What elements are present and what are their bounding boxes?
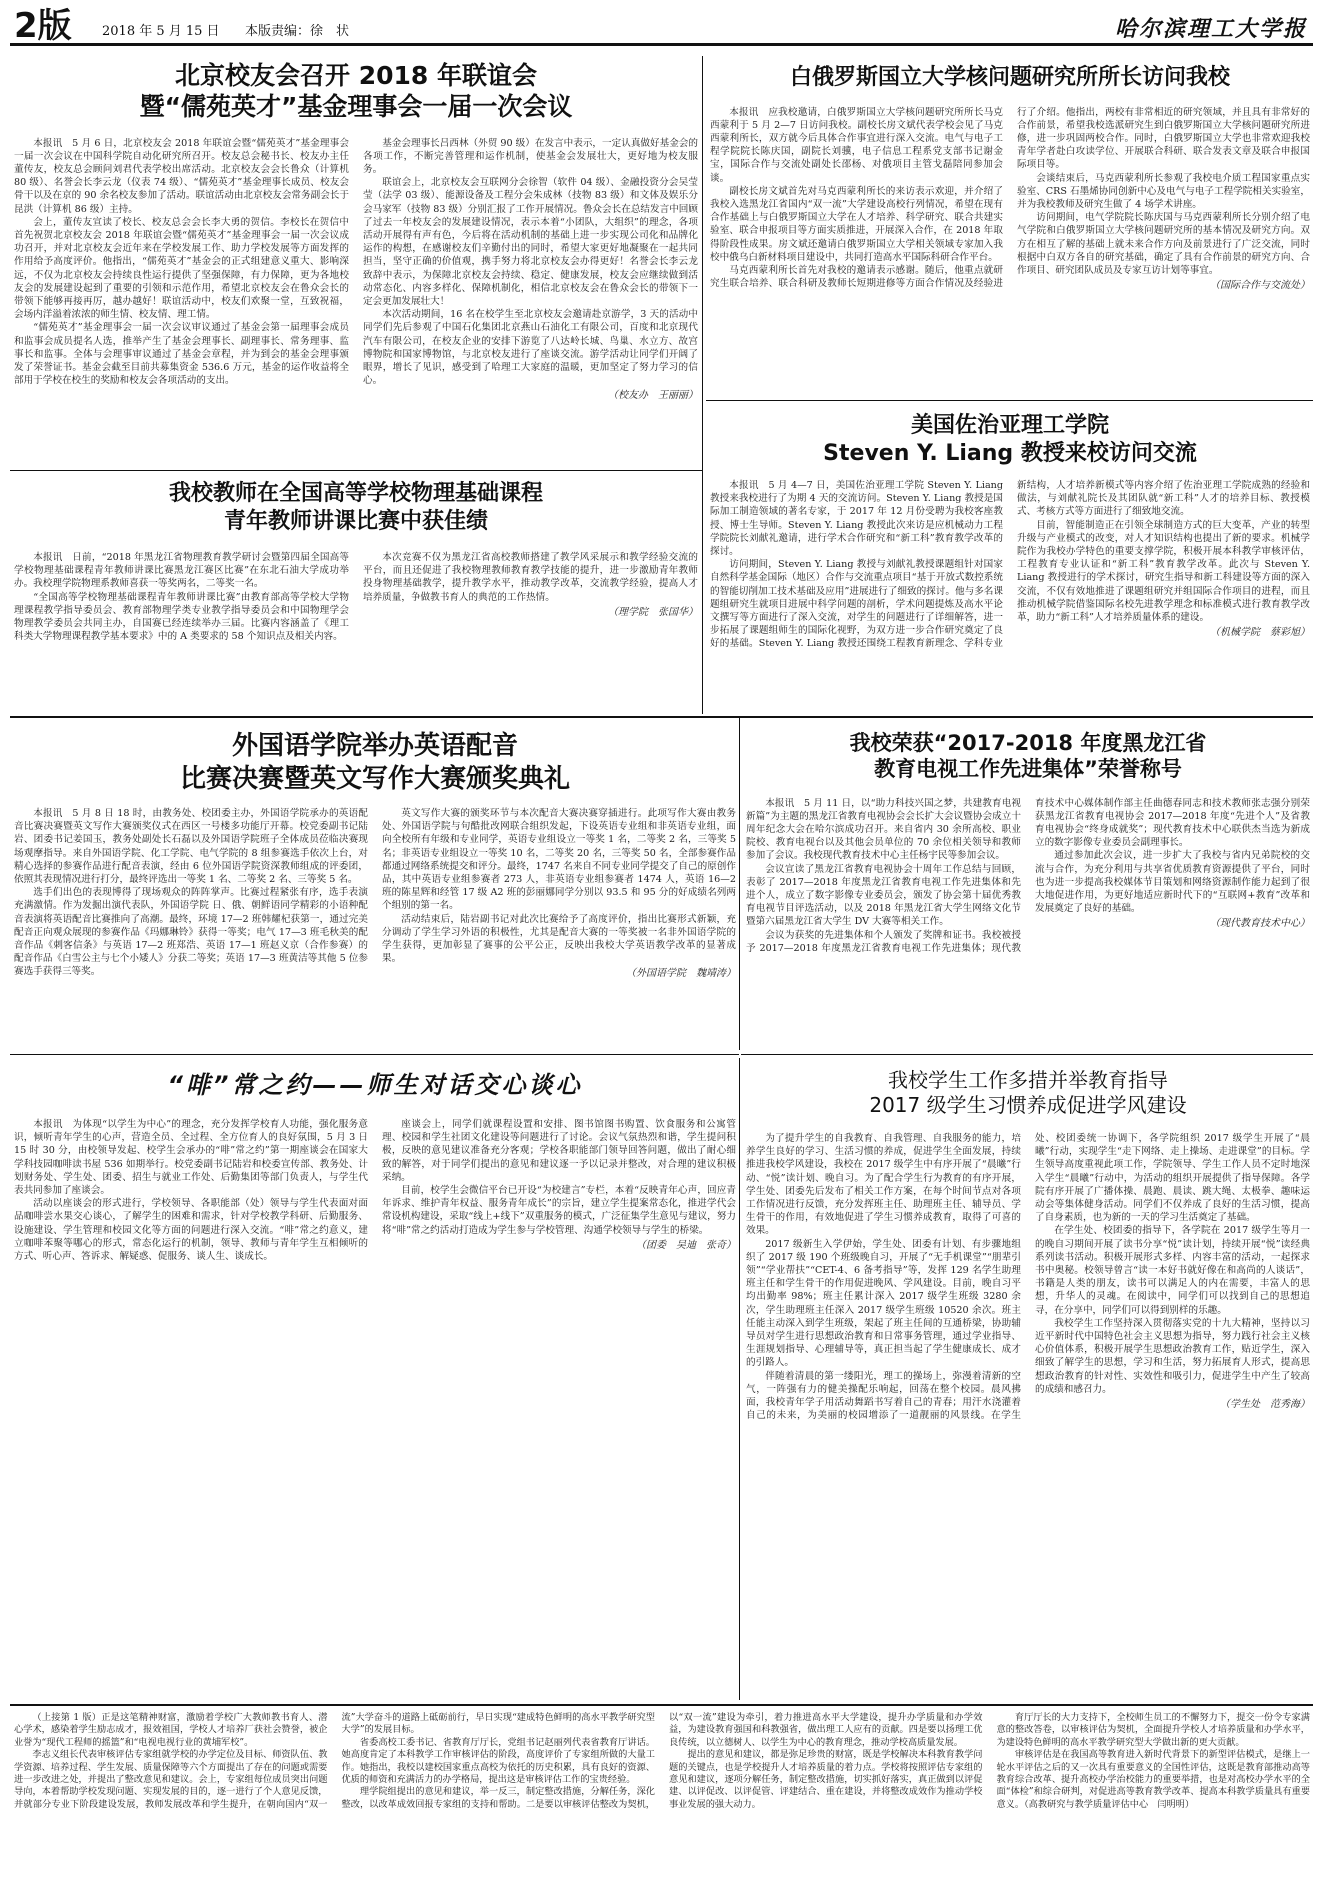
paragraph: 育厅厅长的大力支持下，全校师生员工的不懈努力下，提交一份令专家满意的整改答卷，以审核评估为契机，全面提升学校人才培养质量和办学水平，为建设特色鲜明的高水平教学研究型大学做出新的更大贡献。 bbox=[996, 1712, 1310, 1748]
paragraph: 在学生处、校团委的指导下，各学院在 2017 级学生等月一的晚自习期间开展了读书分享“悦”读计划，持续开展“悦”读经典系列读书活动。积极开展形式多样、内容丰富的活动，一起探求书中奥秘。校领导曾言“读一本好书就好像在和高尚的人谈话”，书籍是人类的朋友，读书可以满足人的内在需要，丰富人的思想，升华人的灵魂。在阅读中，同学们可以找到自己的思想追寻，在分享中，同学们可以得到别样的乐趣。 bbox=[1035, 1225, 1310, 1316]
article-body bbox=[14, 137, 698, 455]
column-divider bbox=[702, 56, 703, 714]
paragraph: 本报讯 5 月 6 日，北京校友会 2018 年联谊会暨“儒苑英才”基金理事会一届一次会议在中国科学院自动化研究所召开。校友总会秘书长、校友办主任董传友，校友总会顾问刘君代表学校出席活动。北京校友会会长鲁众（计算机 80 级）、名誉会长李云龙（仪表 74 级）、“儒苑英才”基金理事长成员、校友会骨干以及在京的 90 余名校友参加了活动。联谊活动由北京校友会常务副会长于昆洪（计算机 86 级）主持。 bbox=[14, 137, 349, 215]
article-body bbox=[746, 1132, 1310, 1692]
paragraph: 本报讯 日前，“2018 年黑龙江省物理教育教学研讨会暨第四届全国高等学校物理基础课程青年教师讲课比赛黑龙江赛区比赛”在东北石油大学成功举办。我校理学院物理系教师喜获一等奖两名，二等奖一名。 bbox=[14, 552, 349, 590]
paragraph: “全国高等学校物理基础课程青年教师讲课比赛”由教育部高等学校大学物理课程教学指导委员会、教育部物理学类专业教学指导委员会和中国物理学会物理教学委员会共同主办，自国赛已经连续举办三届。比赛内容涵盖了《理工科类大学物理课程教学基本要求》中的 A 类要求的 58 个知识点及相关内容。 bbox=[14, 591, 349, 643]
paragraph: 本报讯 为体现“以学生为中心”的理念，充分发挥学校育人功能，强化服务意识，倾听青年学生的心声，营造全员、全过程、全方位育人的良好氛围，5 月 3 日 15 时 30 分，由校领导发起、校学生会承办的“啡”常之约”第一期座谈会在国家大学科技园咖啡读书屋 536 如期举行。校党委副书记陆岩和校委宣传部、教务处、计划财务处、学生处、团委、招生与就业工作处、后勤集团等部门负责人，与学生代表共同参加了座谈会。 bbox=[14, 1119, 368, 1197]
article-headline bbox=[746, 1068, 1310, 1118]
paragraph: 本报讯 5 月 4—7 日，美国佐治亚理工学院 Steven Y. Liang 教授来我校进行了为期 4 天的交流访问。Steven Y. Liang 教授是国际加工制造领域的著名专家，于 2017 年 12 月份受聘为我校客座教授、博士生导师。Steven Y. Liang 教授此次来访是应机械动力工程学院院长刘献礼邀请，进行学术合作研究和“新工科”教育教学改革的探讨。 bbox=[710, 480, 1003, 558]
article-headline bbox=[14, 480, 698, 535]
paragraph: 副校长房文斌首先对马克西蒙利所长的来访表示欢迎，并介绍了我校入选黑龙江省国内“双一流”大学建设高校行列情况，希望在现有合作基础上与白俄罗斯国立大学在人才培养、科学研究、联合共建实验室、联合申报项目等方面实质推进，开展深入合作，在 2018 年取得阶段性成果。房文斌还邀请白俄罗斯国立大学相关领域专家加入我校中俄乌白新材料项目建设中，共同打造高水平国际科研合作平台。 bbox=[710, 185, 1003, 263]
headline-line: 我校学生工作多措并举教育指导 bbox=[888, 1068, 1168, 1092]
article-body bbox=[14, 1712, 1310, 1882]
article-byline: （国际合作与交流处） bbox=[1210, 280, 1310, 292]
paragraph: 本次活动期间，16 名在校学生至北京校友会邀请赴京游学，3 天的活动中同学们先后参观了中国石化集团北京燕山石油化工有限公司，百度和北京现代汽车有限公司，在校友企业的安排下游览了八达岭长城、鸟巢、水立方、故宫博物院和国家博物馆，与北京校友进行了座谈交流。游学活动让同学们开阔了眼界，增长了见识，感受到了哈理工大家庭的温暖，更加坚定了努力学习的信心。 bbox=[363, 309, 698, 387]
paragraph: 理学院组提出的意见和建议，举一反三，制定整改措施，分解任务，深化整改，以改革成效回报专家组的支持和帮助。二是要以审核评估整改为契机，以“双一流”建设为牵引，着力推进高水平大学建设，提升办学质量和办学效益，为建设教育强国和科教强省，做出理工人应有的贡献。四是要以扬理工优良传统，以立德树人、以学生为中心的教育理念，推动学校高质量发展。 bbox=[341, 1712, 983, 1810]
article-headline bbox=[14, 1070, 736, 1100]
paragraph: 基金会理事长吕西林（外贸 90 级）在发言中表示，一定认真做好基金会的各项工作，不断完善管理和运作机制，使基金会发展壮大，更好地为校友服务。 bbox=[363, 137, 698, 175]
column-divider bbox=[739, 1058, 740, 1700]
paragraph: 2017 级新生入学伊始，学生处、团委有计划、有步骤地组织了 2017 级 190 个班级晚自习，开展了“无手机课堂”“朋辈引领”“学业帮扶”“CET-4、6 备考指导”等，发挥 129 名学生助理班主任和学生骨干的作用促进晚风、学风建设。目前，晚自习平均出勤率 98%；班主任累计深入 2017 级学生班级 3280 余次，学生助理班主任深入 2017 级学生班级 10520 余次。班主任能主动深入到学生班级，架起了班主任间的互通桥梁，协助辅导员对学生进行思想政治教育和日常事务管理，通过学业指导、生涯规划指导、心理辅导等，真正担当起了学生健康成长、成才的引路人。 bbox=[746, 1238, 1021, 1369]
article-student-work bbox=[746, 1060, 1310, 1700]
section-divider bbox=[706, 400, 1313, 401]
paragraph: 访问期间，Steven Y. Liang 教授与刘献礼教授课题组针对国家自然科学基金国际（地区）合作与交流重点项目“基于开放式数控系统的智能切削加工技术基础及应用”进展进行了细致的探讨。他与多名课题组研究生就项目进展中科学问题的剖析，学术问题提炼及高水平论文撰写等方面进行了深入交流，对学生的问题进行了详细解答，进一步拓展了课题组师生的国际化视野，为双方进一步合作研究奠定了良好的基础。Steven Y. Liang 教授还围绕工程教育新理念、学科专业新结构，人才培养新模式等内容介绍了佐治亚理工学院成熟的经验和做法，与刘献礼院长及其团队就“新工科”人才的培养目标、教授模式、考核方式等方面进行了细致地交流。 bbox=[710, 480, 1310, 650]
paragraph: 通过参加此次会议，进一步扩大了我校与省内兄弟院校的交流与合作，为充分利用与共享省优质教育资源提供了平台，同时也为进一步提高我校媒体节目策划和网络资源制作能力起到了很大地促进作用，为更好地适应新时代下的“互联网+教育”改革和发展奠定了良好的基础。 bbox=[1035, 850, 1310, 915]
section-divider bbox=[10, 1704, 1313, 1706]
masthead bbox=[10, 6, 1313, 46]
paragraph: 省委高校工委书记、省教育厅厅长，党组书记赵丽列代表省教育厅讲话。她高度肯定了本科教学工作审核评估的阶段，高度评价了专家组所做的大量工作。她指出，我校以建校国家重点高校为依托的历史积累，具有良好的资源、优质的师资和充满活力的办学格局，提出这是审核评估工作的宝贵经验。 bbox=[341, 1736, 655, 1786]
paragraph: 英文写作大赛的颁奖环节与本次配音大赛决赛穿插进行。此项写作大赛由教务处、外国语学院与句酷批改网联合组织发起，下设英语专业组和非英语专业组，面向全校所有年级和专业同学，英语专业组设立一等奖 1 名，二等奖 2 名，三等奖 5 名；非英语专业组设立一等奖 10 名，二等奖 20 名，三等奖 50 名，全部参赛作品都通过网络系统提交和评分。最终，1747 名来自不同专业同学提交了自己的原创作品，其中英语专业组参赛者 273 人，非英语专业组参赛者 1474 人，英语 16—2 班的陈星辉和经管 17 级 A2 班的彭丽娜同学分别以 93.5 和 95 分的好成绩名列两个组别的第一名。 bbox=[382, 808, 736, 912]
paragraph: 为了提升学生的自我教育、自我管理、自我服务的能力，培养学生良好的学习、生活习惯的养成，促进学生全面发展，持续推进我校学风建设，我校在 2017 级学生中有序开展了“晨曦”行动、“悦”读计划、晚自习。为了配合学生行为教育的有序开展，学生处、团委先后发布了相关工作方案，在每个时间节点对各项工作情况进行反馈，充分发挥班主任、助理班主任、辅导员、学生骨干的作用，有效地促进了学生习惯养成教育，取得了可喜的效果。 bbox=[746, 1133, 1021, 1237]
headline-line: 外国语学院举办英语配音 bbox=[231, 731, 518, 761]
headline-line: 我校荣获“2017-2018 年度黑龙江省 bbox=[849, 731, 1207, 755]
article-continued-from-page-1 bbox=[14, 1712, 1310, 1884]
article-english bbox=[14, 722, 736, 1050]
paragraph: 会议为获奖的先进集体和个人颁发了奖牌和证书。我校被授予 2017—2018 年度黑龙江省教育电视工作先进集体；现代教育技术中心媒体制作部主任曲德春同志和技术教师张志强分别荣获黑龙江省教育电视协会 2017—2018 年度“先进个人”及省教育电视协会“终身成就奖”；现代教育技术中心联供杰当选为新成立的数字影像专业委员会副理事长。 bbox=[746, 797, 1310, 954]
headline-line: 白俄罗斯国立大学核问题研究所所长访问我校 bbox=[789, 65, 1230, 90]
paragraph: 马克西蒙利所长首先对我校的邀请表示感谢。随后，他重点就研究生联合培养、联合科研及教师长短期进修等方面合作情况及经验进行了介绍。他指出，两校有非常相近的研究领域，并且具有非常好的合作前景，希望我校选派研究生到白俄罗斯国立大学核问题研究所进修，进一步巩固两校合作。同时，白俄罗斯国立大学也非常欢迎我校青年学者赴白攻读学位、开展联合科研、联合发表文章及联合申报国际项目等。 bbox=[710, 106, 1310, 290]
article-body bbox=[14, 551, 698, 699]
article-body bbox=[710, 479, 1310, 701]
article-headline bbox=[710, 412, 1310, 467]
headline-line: 2017 级学生习惯养成促进学风建设 bbox=[869, 1093, 1187, 1117]
newspaper-name: 哈尔滨理工大学报 bbox=[1114, 16, 1307, 42]
paragraph: 我校学生工作坚持深入贯彻落实党的十九大精神，坚持以习近平新时代中国特色社会主义思想为指导，努力践行社会主义核心价值体系，积极开展学生思想政治教育工作，贴近学生，深入细致了解学生的思想，学习和生活，努力拓展育人形式，提高思想政治教育的针对性、实效性和吸引力，促进学生中产生了较高的成绩和感召力。 bbox=[1035, 1317, 1310, 1395]
headline-line: 我校教师在全国高等学校物理基础课程 bbox=[168, 481, 543, 506]
article-headline bbox=[14, 730, 736, 795]
article-body bbox=[746, 797, 1310, 1037]
section-divider bbox=[10, 470, 702, 471]
headline-line: 青年教师讲课比赛中获佳绩 bbox=[223, 508, 488, 534]
article-body bbox=[14, 807, 736, 1041]
article-byline: （机械学院 蔡彩旭） bbox=[1210, 627, 1310, 639]
paragraph: 伴随着清晨的第一缕阳光，理工的操场上，弥漫着清新的空气，一阵强有力的健美操配乐响起，回荡在整个校园。晨风拂面，我校青年学子用活动舞蹈书写着自己的青春；用汗水浇灌着自己的未来，为美丽的校园增添了一道靓丽的风景线。在学生处、校团委统一协调下，各学院组织 2017 级学生开展了“晨曦”行动，实现学生“走下网络、走上操场、走进课堂”的目标。学生领导高度重视此项工作，学院领导、学生工作人员不定时地深入学生“晨曦”行动中，为活动的组织开展提供了指导保障。各学院有序开展了广播体操、晨跑、晨读、跳大绳、太极拳、趣味运动会等集体健身活动。同学们不仅养成了良好的生活习惯，提高了自身素质，也为新的一天的学习生活奠定了基础。 bbox=[746, 1133, 1310, 1422]
paragraph: 提出的意见和建议，都是弥足珍贵的财富，既是学校解决本科教育教学问题的关键点，也是学校提升人才培养质量的着力点。学校将按照评估专家组的意见和建议，逐项分解任务，制定整改措施，切实抓好落实，真正做到以评促建、以评促改、以评促管、评建结合、重在建设，并将整改成效作为推动学校事业发展的强大动力。 bbox=[669, 1749, 983, 1810]
paragraph: 目前，智能制造正在引领全球制造方式的巨大变革，产业的转型升级与产业模式的改变，对人才知识结构也提出了新的要求。机械学院作为我校办学特色的重要支撑学院，积极开展本科教学审核评估，工程教育专业认证和“新工科”教育教学改革。此次与 Steven Y. Liang 教授进行的学术探讨，研究生指导和新工科建设等方面的深入交流，不仅有效地推进了课题组研究并组国际合作项目的进程，而且推动机械学院借鉴国际名校先进教学理念和标准模式进行教育教学改革，助力“新工科”人才培养质量体系的建设。 bbox=[1017, 519, 1310, 624]
article-alumni bbox=[14, 56, 698, 466]
issue-date: 2018 年 5 月 15 日 bbox=[102, 24, 220, 39]
article-liang bbox=[710, 406, 1310, 712]
paragraph: 选手们出色的表现博得了现场观众的阵阵掌声。比赛过程紧张有序，选手表演充满激情。作为发掘出演代表队，外国语学院 日、俄、朝鲜语同学精彩的小语种配音表演将英语配音比赛推向了高潮。最终，环境 17—2 班韩耀杞获第一，通过完美配音正向观众展现的参赛作品《玛娜琳铃》获得一等奖；电气 17—3 班毛秋美的配音作品《刺客信条》与英语 17—2 班郑浩、英语 17—1 班赵义京（合作参赛）的配音作品《白雪公主与七个小矮人》分获二等奖；英语 17—3 班黄洁等其他 5 位参赛选手获得三等奖。 bbox=[14, 887, 368, 978]
paragraph: 会上，董传友宣读了校长、校友总会会长李大勇的贺信。李校长在贺信中首先祝贺北京校友会 2018 年联谊会暨“儒苑英才”基金理事会一届一次会议成功召开，并对北京校友会近年来在学校发展工作、助力学校发展等方面发挥的作用给予高度评价。他指出，“儒苑英才”基金会的正式组建意义重大、影响深远，不仅为北京校友会持续良性运行提供了坚强保障，有力保障，更为各地校友会的发展建设起到了重要的引领和示范作用，希望北京校友会在鲁众会长的带领下能够再接再厉，越办越好！联谊活动中，校友们欢聚一堂，互致祝福，会场内洋溢着浓浓的师生情、校友情、理工情。 bbox=[14, 216, 349, 321]
paragraph: “儒苑英才”基金理事会一届一次会议审议通过了基金会第一届理事会成员和监事会成员提名人选，推举产生了基金会理事长、副理事长、常务理事、监事长和监事。全体与会理事审议通过了基金会章程，并为到会的基金会理事颁发了荣誉证书。基金会截至目前共募集资金 536.6 万元，基金的运作收益将全部用于学校在校生的奖励和校友会各项活动的支出。 bbox=[14, 322, 349, 387]
article-body bbox=[710, 106, 1310, 382]
section-divider bbox=[10, 1054, 739, 1055]
edition-number: 2版 bbox=[14, 6, 72, 46]
paragraph: 李志义组长代表审核评估专家组就学校的办学定位及目标、师资队伍、教学资源、培养过程、学生发展、质量保障等六个方面提出了存在的问题或需要进一步改进之处，并提出了整改意见和建议。会上，专家组每位成员突出问题导向，本着帮助学校发现问题、实现发展的目的，逐一进行了个人意见反馈，并就部分专业下阶段建设发展，教师发展改革和学生提升，在朝向国内“双一流”大学奋斗的道路上砥砺前行，早日实现“建成特色鲜明的高水平教学研究型大学”的发展目标。 bbox=[14, 1712, 655, 1810]
article-coffee bbox=[14, 1060, 736, 1700]
headline-line: 暨“儒苑英才”基金理事会一届一次会议 bbox=[139, 92, 573, 122]
headline-line: 美国佐治亚理工学院 bbox=[910, 413, 1109, 438]
headline-line: 北京校友会召开 2018 年联谊会 bbox=[175, 61, 537, 90]
headline-line: Steven Y. Liang 教授来校访问交流 bbox=[823, 440, 1197, 466]
paragraph: 目前，校学生会微信平台已开设“为校建言”专栏，本着“反映青年心声，回应青年诉求、维护青年权益、服务青年成长”的宗旨，建立学生提案常态化，推进学代会常设机构建设，采取“线上+线下”双重服务的模式，广泛征集学生意见与建议，努力将“啡”常之约活动打造成为学生参与学校管理、沟通学校领导与学生的桥梁。 bbox=[382, 1185, 736, 1236]
article-byline: （校友办 王丽丽） bbox=[608, 390, 698, 402]
page-editor: 本版责编：徐 状 bbox=[245, 24, 350, 39]
article-headline bbox=[14, 60, 698, 123]
paragraph: 活动以座谈会的形式进行，学校领导、各职能部（处）领导与学生代表面对面品咖啡尝水果交心谈心，了解学生的困难和需求，针对学校教学科研、后勤服务、设施建设、学生管理和校园文化等方面的问题进行深入交流。“啡”常之约意义，建立咖啡苯聚等哪心的形式，常态化运行的机制，领导、教师与青年学生互相倾听的方式、听心声、答诉求、解疑惑、促服务、谈人生、谈成长。 bbox=[14, 1198, 368, 1263]
article-physics bbox=[14, 476, 698, 712]
article-byline: （外国语学院 魏靖涛） bbox=[626, 968, 736, 980]
paragraph: 本次竞赛不仅为黑龙江省高校教师搭建了教学风采展示和教学经验交流的平台，而且还促进了我校物理教师教育教学技能的提升，进一步激励青年教师投身物理基础教学，提升教学水平，推动教学改革，交流教学经验，提高人才培养质量，争做教书育人的典范的工作热情。 bbox=[363, 552, 698, 603]
article-byline: （学生处 范秀海） bbox=[1220, 1399, 1310, 1411]
article-headline bbox=[746, 730, 1310, 783]
article-byline: （现代教育技术中心） bbox=[1210, 918, 1310, 930]
paragraph: 座谈会上，同学们就课程设置和安排、图书馆图书购置、饮食服务和公寓管理、校园和学生社团文化建设等问题进行了讨论。会议气氛热烈和谐，学生提问积极，反映的意见建议准备充分客观；学校各职能部门领导回答问题，做出了耐心细致的解答，对于同学们提出的意见和建议逐一予以记录并整改，对合理的建议积极采纳。 bbox=[382, 1119, 736, 1183]
paragraph: 本报讯 5 月 11 日，以“助力科技兴国之梦，共建教育电视新篇”为主题的黑龙江省教育电视协会会长扩大会议暨协会成立十周年纪念大会在哈尔滨成功召开。来自省内 30 余所高校、职业院校、教育电视台以及其他会员单位的 70 余位相关领导和教师参加了会议。我校现代教育技术中心主任杨宇民等参加会议。 bbox=[746, 797, 1021, 862]
article-byline: （理学院 张国华） bbox=[608, 606, 698, 618]
article-tv bbox=[746, 722, 1310, 1050]
section-divider bbox=[741, 1054, 1313, 1055]
article-body bbox=[14, 1118, 736, 1688]
paragraph: 访问期间，电气学院院长陈庆国与马克西蒙利所长分别介绍了电气学院和白俄罗斯国立大学核问题研究所的基本情况及研究方向。双方在相互了解的基础上就未来合作方向及前景进行了广泛交流，同时根据中白双方各自的研究基础，确定了具有合作前景的研究方向、合作项目、研究团队成员及专家互访计划等事宜。 bbox=[1017, 212, 1310, 276]
article-headline bbox=[710, 64, 1310, 92]
article-byline: （团委 吴迪 张奇） bbox=[636, 1239, 736, 1251]
paragraph: 审核评估是在我国高等教育进入新时代背景下的新型评估模式，是继上一轮水平评估之后的又一次具有重要意义的全国性评估，这既是教育部推动高等教育综合改革、提升高校办学治校能力的重要举措，也是对高校办学水平的全面“体检”和综合研判，对促进高等教育教学改革、提高本科教学质量具有重要意义。（高教研究与教学质量评估中心 闫明明） bbox=[996, 1749, 1310, 1810]
section-divider bbox=[10, 716, 1313, 718]
paragraph: （上接第 1 版）正是这笔精神财富，激励着学校广大教师教书育人、潜心学术，感染着学生励志成才，报效祖国，学校人才培养厂获社会赞誉，被企业誉为“现代工程师的摇篮”和“电视电视行业的黄埔军校”。 bbox=[14, 1712, 328, 1748]
column-divider bbox=[739, 718, 740, 1050]
paragraph: 活动结束后，陆岩副书记对此次比赛给予了高度评价，指出比赛形式新颖，充分调动了学生学习外语的积极性，尤其是配音大赛的一等奖被一名非外国语学院的学生获得，更加彰显了赛事的公平公正，反映出我校大学英语教学改革的显著成果。 bbox=[382, 913, 736, 965]
paragraph: 联谊会上，北京校友会互联网分会徐智（软件 04 级）、金融投资分会吴莹莹（法学 03 级）、能源设备及工程分会朱成林（技物 83 级）和文体及娱乐分会马家军（技物 83 级）分别汇报了工作开展情况。鲁众会长在总结发言中回顾了过去一年校友会的发展建设情况，表示本着“小团队，大组织”的理念，各项活动开展得有声有色，今后将在活动机制的基础上进一步实现公司化和品牌化运作的构想，在感谢校友们辛勤付出的同时，希望大家更好地凝聚在一起共同担当，坚守正确的价值观，携手努力将北京校友会办得更好！名誉会长李云龙致辞中表示，为保障北京校友会持续、稳定、健康发展，校友会应继续做到活动常态化、内容多样化、保障机制化，相信北京校友会在鲁众会长的带领下一定会更加发展壮大！ bbox=[363, 177, 698, 307]
article-belarus bbox=[710, 56, 1310, 396]
paragraph: 会议宣读了黑龙江省教育电视协会十周年工作总结与回顾，表彰了 2017—2018 年度黑龙江省教育电视工作先进集体和先进个人，成立了数字影像专业委员会，颁发了协会第十届优秀教育电视节目评选活动，以及 2018 年黑龙江省大学生网络文化节暨第六届黑龙江省大学生 DV 大赛等相关工作。 bbox=[746, 863, 1021, 928]
headline-line: 教育电视工作先进集体”荣誉称号 bbox=[874, 757, 1182, 782]
headline-line: 比赛决赛暨英文写作大赛颁奖典礼 bbox=[179, 763, 570, 794]
paragraph: 本报讯 5 月 8 日 18 时，由教务处、校团委主办，外国语学院承办的英语配音比赛决赛暨英文写作大赛颁奖仪式在西区一号楼多功能厅开幕。校党委副书记陆岩、团委书记姜国玉，教务处副处长石磊以及外国语学院班子全体成员莅临决赛现场观摩指导。来自外国语学院、化工学院、电气学院的 8 组参赛选手依次上台，对精心选择的参赛作品进行配音表演，经由 6 位外国语学院资深教师组成的评委团，依照其表现情况进行打分，最终评选出一等奖 1 名、二等奖 2 名、三等奖 5 名。 bbox=[14, 808, 368, 886]
headline-line: “啡”常之约——师生对话交心谈心 bbox=[167, 1071, 583, 1099]
paragraph: 本报讯 应我校邀请，白俄罗斯国立大学核问题研究所所长马克西蒙利于 5 月 2—7 日访问我校。副校长房文斌代表学校会见了马克西蒙利所长，双方就今后具体合作事宜进行深入交流。电气与电子工程学院院长陈庆国，副院长刘骥，电子信息工程系党支部书记谢金宝，国际合作与交流处副处长邵杨、对俄项目主管戈磊陪同参加会谈。 bbox=[710, 106, 1003, 184]
paragraph: 会谈结束后，马克西蒙利所长参观了我校电介质工程国家重点实验室、CRS 石墨烯协同创新中心及电气与电子工程学院相关实验室，并为我校教师及研究生做了 4 场学术讲座。 bbox=[1017, 172, 1310, 210]
